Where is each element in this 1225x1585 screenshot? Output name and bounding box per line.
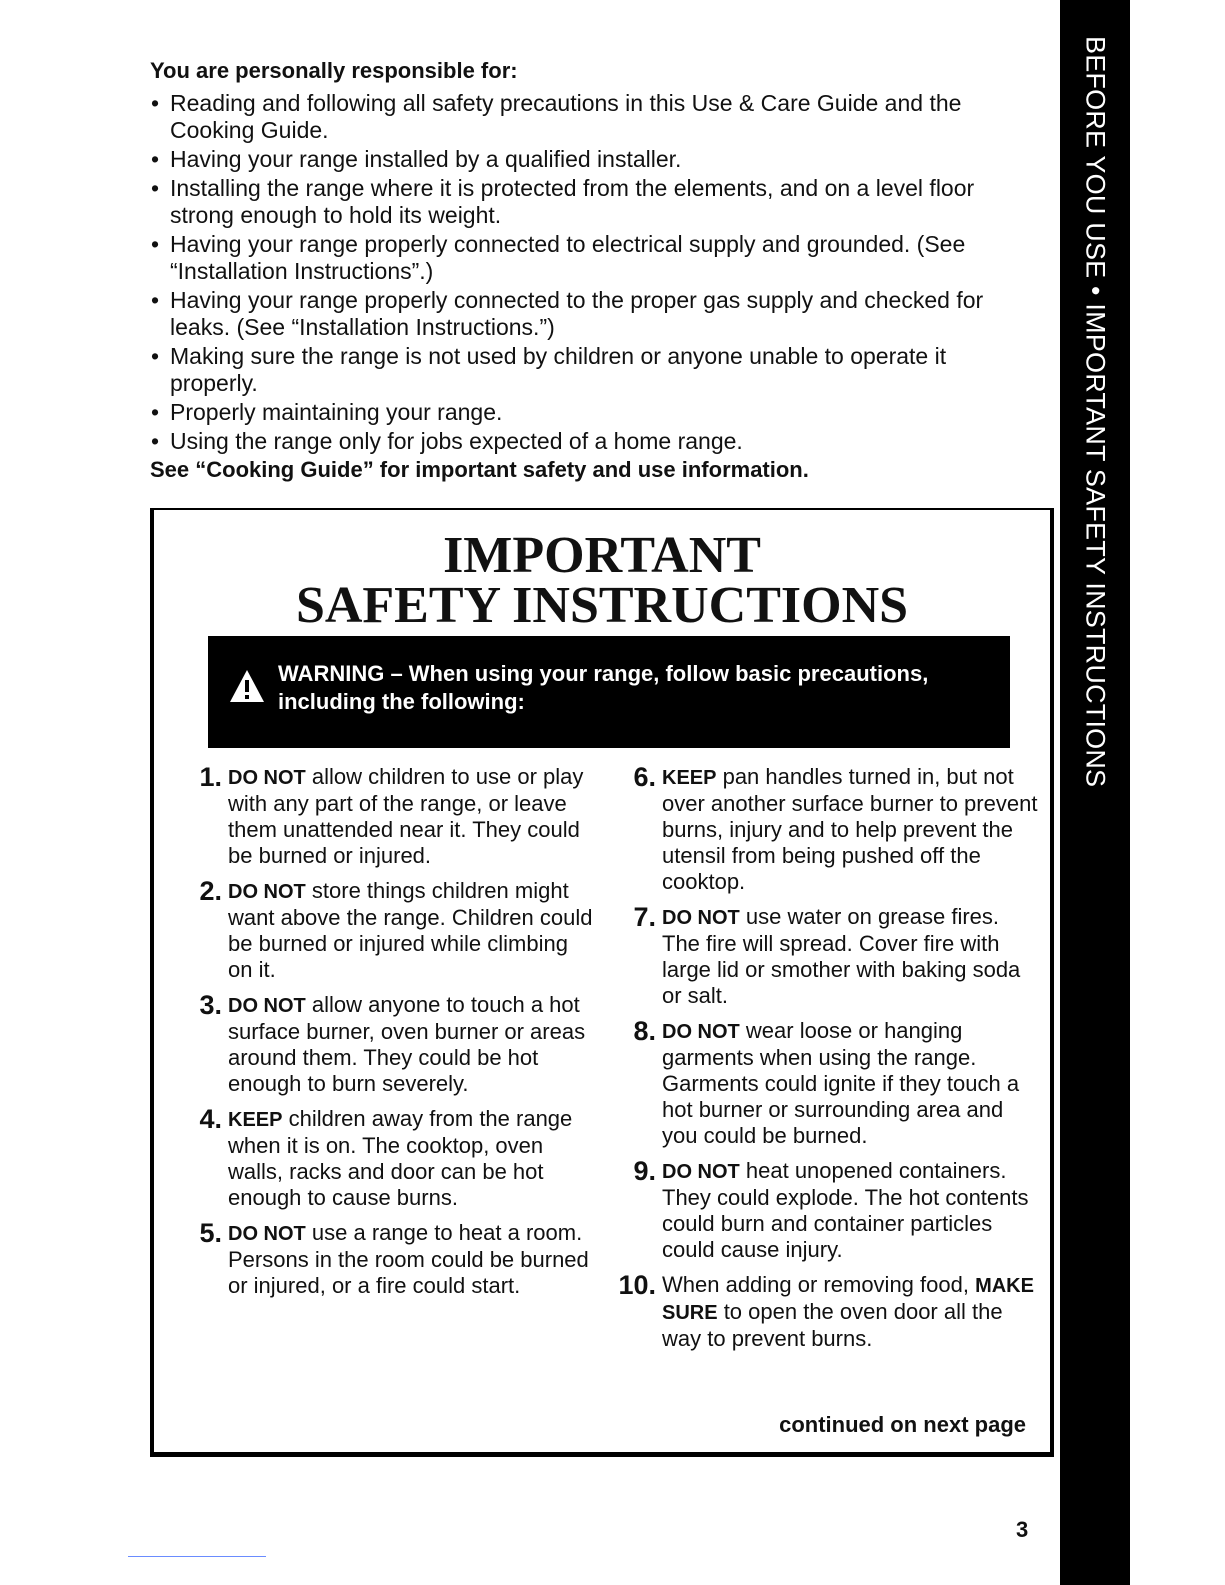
item-keyword: DO NOT: [228, 995, 306, 1017]
list-item: • Having your range properly connected to electrical supply and grounded. (See “Installation Instructions”.): [150, 231, 1030, 285]
list-item: • Making sure the range is not used by children or anyone unable to operate it properly.: [150, 343, 1030, 397]
item-text: wear loose or hanging garments when using the range. Garments could ignite if they touch a hot burner or surrounding area and you could be burned.: [662, 1018, 1020, 1148]
item-number: 10.: [618, 1270, 656, 1300]
instruction-item: [608, 1272, 1038, 1352]
item-number: 7.: [633, 902, 656, 932]
instruction-item: [174, 878, 594, 983]
item-keyword: KEEP: [228, 1109, 283, 1131]
item-text: pan handles turned in, but not over another surface burner to prevent burns, injury and to help prevent the utensil from being pushed off the cooktop.: [662, 764, 1038, 894]
instruction-item: [174, 992, 594, 1097]
scan-underline-mark: [128, 1556, 266, 1557]
item-text: use water on grease fires. The fire will spread. Cover fire with large lid or smother with baking soda or salt.: [662, 904, 1021, 1008]
item-number: 2.: [199, 876, 222, 906]
item-text: store things children might want above the range. Children could be burned or injured while climbing on it.: [228, 878, 593, 982]
item-keyword: MAKE SURE: [662, 1275, 1034, 1324]
instruction-item: [608, 904, 1038, 1009]
item-text: use a range to heat a room. Persons in the room could be burned or injured, or a fire could start.: [228, 1220, 589, 1298]
item-number: 6.: [633, 762, 656, 792]
side-section-tab-text: BEFORE YOU USE • IMPORTANT SAFETY INSTRUCTIONS: [1080, 36, 1111, 788]
continued-note: continued on next page: [779, 1412, 1026, 1437]
item-text: heat unopened containers. They could explode. The hot contents could burn and container particles could cause injury.: [662, 1158, 1029, 1262]
item-keyword: DO NOT: [228, 767, 306, 789]
warning-triangle-icon: [228, 668, 266, 704]
list-item: • Installing the range where it is protected from the elements, and on a level floor strong enough to hold its weight.: [150, 175, 1030, 229]
item-number: 5.: [199, 1218, 222, 1248]
instructions-left-column: [174, 764, 594, 1308]
instruction-item: [174, 1220, 594, 1299]
list-item: • Having your range properly connected to the proper gas supply and checked for leaks. (See “Installation Instructions.”): [150, 287, 1030, 341]
item-number: 3.: [199, 990, 222, 1020]
item-keyword: DO NOT: [228, 1223, 306, 1245]
list-item: • Having your range installed by a qualified installer.: [150, 146, 1030, 173]
instruction-item: [174, 764, 594, 869]
item-keyword: DO NOT: [662, 1161, 740, 1183]
item-keyword: DO NOT: [662, 907, 740, 929]
responsibilities-section: [150, 58, 1030, 483]
list-item: • Reading and following all safety precautions in this Use & Care Guide and the Cooking Guide.: [150, 90, 1030, 144]
instruction-item: [174, 1106, 594, 1211]
item-text: allow anyone to touch a hot surface burner, oven burner or areas around them. They could be hot enough to burn severely.: [228, 992, 586, 1096]
item-text: to open the oven door all the way to prevent burns.: [662, 1299, 1003, 1351]
responsibilities-list: [150, 90, 1030, 455]
cooking-guide-note: See “Cooking Guide” for important safety and use information.: [150, 457, 809, 482]
instruction-item: [608, 1158, 1038, 1263]
item-text: allow children to use or play with any part of the range, or leave them unattended near it. They could be burned or injured.: [228, 764, 584, 868]
item-number: 9.: [633, 1156, 656, 1186]
item-number: 4.: [199, 1104, 222, 1134]
instruction-item: [608, 764, 1038, 895]
item-text: children away from the range when it is on. The cooktop, oven walls, racks and door can be hot enough to cause burns.: [228, 1106, 573, 1210]
warning-text: WARNING – When using your range, follow basic precautions, including the following:: [278, 661, 929, 714]
responsibilities-heading: You are personally responsible for:: [150, 58, 518, 83]
item-prefix: When adding or removing food,: [662, 1272, 976, 1297]
item-number: 1.: [199, 762, 222, 792]
box-title-line2: SAFETY INSTRUCTIONS: [295, 577, 909, 634]
warning-banner: [208, 636, 1010, 748]
item-keyword: KEEP: [662, 767, 717, 789]
box-title-line1: IMPORTANT: [443, 527, 761, 584]
instruction-item: [608, 1018, 1038, 1149]
item-keyword: DO NOT: [662, 1021, 740, 1043]
item-keyword: DO NOT: [228, 881, 306, 903]
page-number: 3: [1016, 1517, 1029, 1542]
list-item: • Using the range only for jobs expected of a home range.: [150, 428, 1030, 455]
item-number: 8.: [633, 1016, 656, 1046]
list-item: • Properly maintaining your range.: [150, 399, 1030, 426]
safety-instructions-box: [150, 508, 1054, 1457]
instructions-right-column: [608, 764, 1038, 1361]
